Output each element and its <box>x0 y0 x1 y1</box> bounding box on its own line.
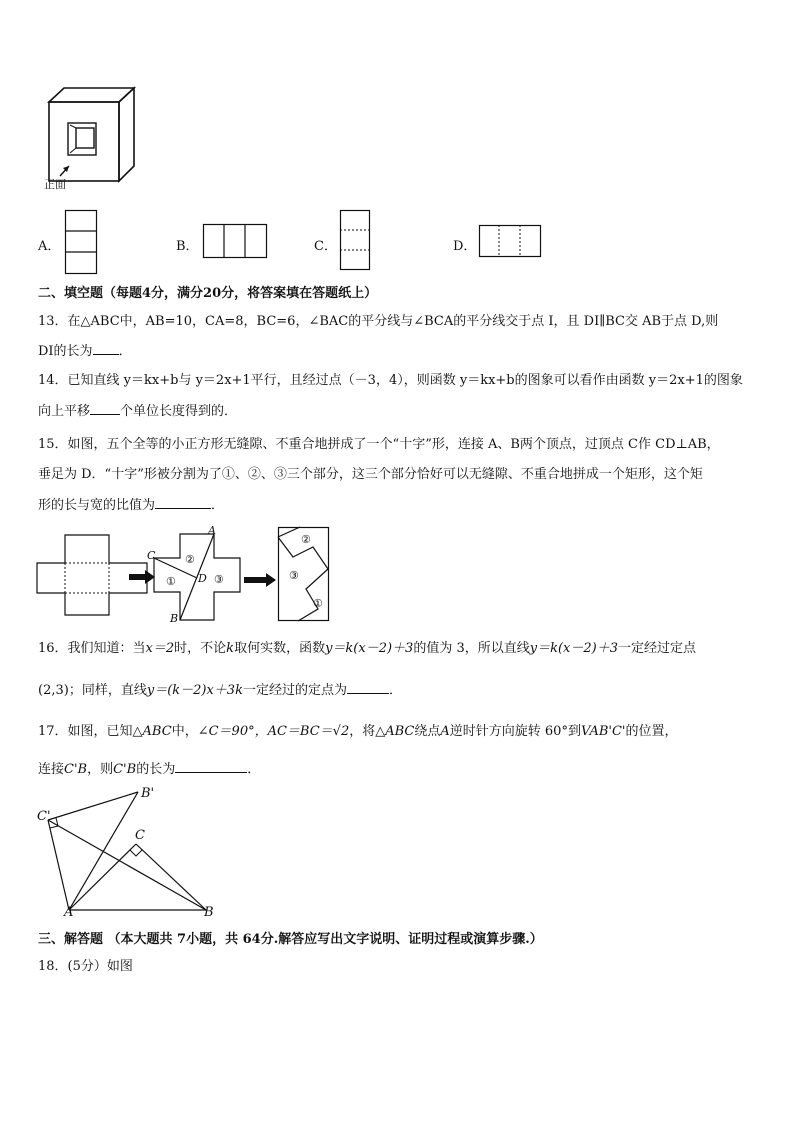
q16-text-1: 16．我们知道：当 <box>38 641 146 656</box>
q17-math-5: A <box>440 724 450 739</box>
q13-answer-blank[interactable] <box>93 342 119 355</box>
q16-math-6: y＝(k－2)x＋3k <box>146 683 243 698</box>
option-d-figure <box>479 225 541 257</box>
q16-period: ． <box>388 683 402 698</box>
q13-line2 <box>38 342 132 361</box>
q14-line2 <box>38 402 237 421</box>
q17-text-7: 连接 <box>38 762 65 777</box>
q15-line1: 15．如图，五个全等的小正方形无缝隙、不重合地拼成了一个“十字”形，连接 A、B两个顶点，过顶点 C作 CD⊥AB， <box>38 437 720 452</box>
q13-line1: 13．在△ABC中，AB=10，CA=8，BC=6，∠BAC的平分线与∠BCA的平分线交于点 I，且 DI∥BC交 AB于点 D,则 <box>38 314 719 329</box>
q15-period: ． <box>211 498 225 513</box>
q16-line2 <box>38 681 402 700</box>
q17-period: ． <box>247 762 261 777</box>
q15-rect-part2-label: ② <box>301 533 311 546</box>
q17-rotation-figure <box>36 786 226 916</box>
q13-text: DI的长为 <box>38 344 93 359</box>
q17-math-3: AC＝BC＝√2 <box>267 724 350 739</box>
q15-text: 形的长与宽的比值为 <box>38 498 156 513</box>
q17-label-Cprime: C' <box>37 809 51 824</box>
q16-math-2: k <box>226 641 235 656</box>
q16-text-7: 一定经过的定点为 <box>242 683 347 698</box>
option-a-figure <box>65 210 97 274</box>
q17-text-1: 17．如图，已知△ <box>38 724 143 739</box>
q17-line2 <box>38 760 260 779</box>
q15-label-D: D <box>198 572 207 585</box>
q16-math-4: y＝k(x－2)＋3 <box>529 641 618 656</box>
q13-period: ． <box>118 344 132 359</box>
q16-text-6: ；同样，直线 <box>68 683 147 698</box>
q17-math-4: ABC <box>385 724 415 739</box>
option-d-label: D． <box>453 239 477 254</box>
option-c-figure <box>340 210 370 270</box>
q15-part1-label: ① <box>166 575 176 588</box>
option-c-label: C． <box>314 239 337 254</box>
q15-part2-label: ② <box>185 553 195 566</box>
q17-math-1: ABC <box>142 724 172 739</box>
option-b-figure <box>203 224 267 258</box>
q16-math-3: y＝k(x－2)＋3 <box>325 641 414 656</box>
option-b-label: B． <box>176 239 199 254</box>
q16-math-1: x＝2 <box>145 641 175 656</box>
q18-text: 18．(5分）如图 <box>38 959 133 974</box>
front-label: 正面 <box>44 178 66 191</box>
q15-part3-label: ③ <box>214 573 224 586</box>
q15-rect-part3-label: ③ <box>289 569 299 582</box>
q16-text-2: 时，不论 <box>174 641 227 656</box>
q17-math-2: ∠C＝90°， <box>197 724 268 739</box>
q17-line1 <box>38 723 678 741</box>
cube-figure <box>44 86 144 186</box>
q16-answer-blank[interactable] <box>347 681 389 694</box>
q17-text-3: ，将△ <box>349 724 386 739</box>
q17-text-9: 的长为 <box>136 762 176 777</box>
q14-text: 向上平移 <box>38 404 91 419</box>
q17-text-5: 逆时针方向旋转 60°到 <box>449 724 581 739</box>
q17-math-8: C'B <box>113 762 137 777</box>
option-a-label: A． <box>38 239 61 254</box>
q14-line1: 14．已知直线 y＝kx+b与 y＝2x+1平行，且经过点（－3，4），则函数 y＝kx+b的图象可以看作由函数 y＝2x+1的图象 <box>38 373 743 388</box>
q14-text-end: 个单位长度得到的． <box>120 404 238 419</box>
section2-heading: 二、填空题（每题4分，满分20分，将答案填在答题纸上） <box>38 286 378 301</box>
arrow-2-icon <box>244 573 276 587</box>
q15-label-C: C <box>147 549 156 562</box>
q17-text-4: 绕点 <box>414 724 441 739</box>
q16-text-4: 的值为 3，所以直线 <box>413 641 530 656</box>
q17-label-C: C <box>135 828 145 843</box>
q17-label-A: A <box>64 905 74 920</box>
q17-math-6: VAB'C' <box>580 724 626 739</box>
q16-text-5: 一定经过定点 <box>617 641 696 656</box>
q15-answer-blank[interactable] <box>155 496 211 509</box>
q17-label-B: B <box>204 905 214 920</box>
q14-answer-blank[interactable] <box>90 402 120 415</box>
q17-text-8: ，则 <box>87 762 114 777</box>
q17-text-6: 的位置， <box>625 724 678 739</box>
q16-line1 <box>38 640 696 658</box>
q17-answer-blank[interactable] <box>175 760 247 773</box>
q15-label-A: A <box>208 524 216 537</box>
q17-text-2: 中， <box>171 724 198 739</box>
section3-heading: 三、解答题 （本大题共 7小题，共 64分.解答应写出文字说明、证明过程或演算步骤.） <box>38 932 543 947</box>
q16-text-3: 取何实数，函数 <box>234 641 326 656</box>
q15-line2: 垂足为 D．“十字”形被分割为了①、②、③三个部分，这三个部分恰好可以无缝隙、不重合地拼成一个矩形，这个矩 <box>38 467 703 482</box>
q15-label-B: B <box>170 612 179 625</box>
q17-math-7: C'B <box>64 762 88 777</box>
q15-line3 <box>38 496 224 515</box>
q15-rect-part1-label: ① <box>313 597 323 610</box>
q17-label-Bprime: B' <box>141 786 155 801</box>
q16-math-5: (2,3) <box>38 683 69 698</box>
